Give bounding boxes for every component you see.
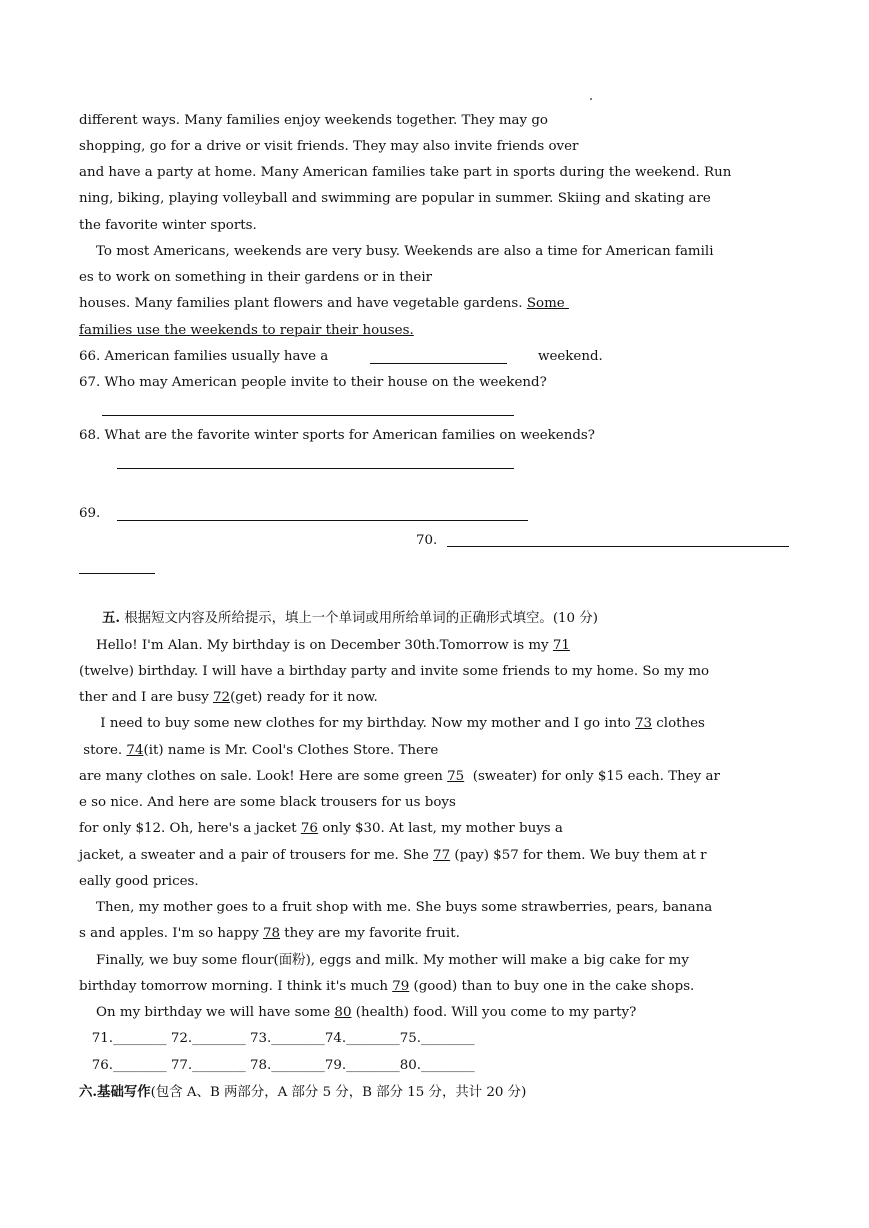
blank-73[interactable]: 73 (634, 716, 653, 731)
blank-75[interactable]: 75 (447, 769, 465, 784)
cloze-text: s and apples. I'm so happy (79, 926, 263, 941)
cloze-text: store. (79, 743, 127, 758)
section-6-heading (79, 1084, 526, 1101)
cloze-text: clothes (652, 716, 705, 731)
cloze-line (79, 1005, 636, 1021)
cloze-text: only $30. At last, my mother buys a (317, 821, 563, 836)
passage-line (79, 296, 569, 312)
question-68: 68. What are the favorite winter sports for American families on weekends? (79, 428, 595, 443)
cloze-text: On my birthday we will have some (79, 1005, 335, 1020)
cloze-line (79, 743, 438, 759)
cloze-text: for only $12. Oh, here's a jacket (79, 821, 301, 836)
cloze-text: (good) than to buy one in the cake shops. (409, 979, 695, 994)
section-6-note: (包含 A、B 两部分，A 部分 5 分，B 部分 15 分，共计 20 分) (150, 1085, 527, 1100)
cloze-text: (it) name is Mr. Cool's Clothes Store. There (143, 743, 439, 758)
cloze-line (79, 848, 707, 864)
question-70: 70. (416, 533, 438, 548)
answer-row-71-75[interactable]: 71.________ 72.________ 73.________74.________75.________ (79, 1031, 475, 1046)
question-67: 67. Who may American people invite to their house on the weekend? (79, 375, 547, 390)
stray-dot (590, 98, 592, 100)
cloze-line (79, 769, 720, 785)
answer-blank-70-cont[interactable] (79, 573, 155, 574)
cloze-line (79, 926, 460, 942)
cloze-line (79, 716, 705, 732)
cloze-text: I need to buy some new clothes for my birthday. Now my mother and I go into (79, 716, 635, 731)
cloze-line (79, 979, 694, 995)
cloze-line (79, 638, 570, 654)
cloze-text: birthday tomorrow morning. I think it's much (79, 979, 393, 994)
cloze-line: Then, my mother goes to a fruit shop with me. She buys some strawberries, pears, banana (79, 900, 713, 915)
question-69: 69. (79, 506, 101, 521)
cloze-text: ther and I are busy (79, 690, 214, 705)
passage-line: es to work on something in their gardens or in their (79, 270, 433, 285)
section-5-number: 五. (102, 610, 121, 626)
question-66-suffix: weekend. (538, 349, 603, 364)
cloze-text: jacket, a sweater and a pair of trousers for me. She (79, 848, 434, 863)
cloze-line: (twelve) birthday. I will have a birthday party and invite some friends to my home. So my mo (79, 664, 710, 679)
cloze-line: e so nice. And here are some black trousers for us boys (79, 795, 456, 810)
blank-71[interactable]: 71 (552, 638, 570, 653)
answer-blank-68[interactable] (117, 468, 514, 469)
underlined-sentence: families use the weekends to repair their houses. (79, 323, 414, 338)
blank-74[interactable]: 74 (126, 743, 144, 758)
blank-80[interactable]: 80 (334, 1005, 352, 1020)
section-6-title: 六.基础写作 (79, 1084, 151, 1100)
blank-77[interactable]: 77 (433, 848, 451, 863)
section-5-heading (102, 610, 598, 627)
cloze-line: Finally, we buy some flour(面粉), eggs and milk. My mother will make a big cake for my (79, 953, 689, 968)
cloze-line (79, 821, 563, 837)
cloze-text: (health) food. Will you come to my party? (351, 1005, 637, 1020)
blank-76[interactable]: 76 (300, 821, 318, 836)
passage-line: different ways. Many families enjoy weekends together. They may go (79, 113, 548, 128)
passage-line: To most Americans, weekends are very busy. Weekends are also a time for American famili (79, 244, 714, 259)
passage-line: shopping, go for a drive or visit friends. They may also invite friends over (79, 139, 579, 154)
passage-line: ning, biking, playing volleyball and swimming are popular in summer. Skiing and skating are (79, 191, 711, 206)
passage-line: and have a party at home. Many American families take part in sports during the weekend. Run (79, 165, 732, 180)
cloze-text: Hello! I'm Alan. My birthday is on December 30th.Tomorrow is my (79, 638, 553, 653)
question-66: 66. American families usually have a (79, 349, 329, 364)
cloze-text: (pay) $57 for them. We buy them at r (450, 848, 707, 863)
underlined-sentence-part: Some (526, 296, 569, 311)
answer-blank-67[interactable] (102, 415, 514, 416)
cloze-text: are many clothes on sale. Look! Here are some green (79, 769, 448, 784)
answer-blank-70[interactable] (447, 546, 789, 547)
blank-78[interactable]: 78 (262, 926, 281, 941)
blank-72[interactable]: 72 (213, 690, 231, 705)
answer-blank-69[interactable] (117, 520, 528, 521)
passage-text: houses. Many families plant flowers and have vegetable gardens. (79, 296, 527, 311)
section-5-title: 根据短文内容及所给提示，填上一个单词或用所给单词的正确形式填空。(10 分) (120, 611, 598, 626)
cloze-text: they are my favorite fruit. (280, 926, 460, 941)
blank-79[interactable]: 79 (392, 979, 410, 994)
answer-row-76-80[interactable]: 76.________ 77.________ 78.________79.________80.________ (79, 1058, 475, 1073)
cloze-text: (sweater) for only $15 each. They ar (464, 769, 720, 784)
cloze-text: (get) ready for it now. (230, 690, 378, 705)
passage-line: the favorite winter sports. (79, 218, 257, 233)
cloze-line (79, 690, 378, 706)
answer-blank-66[interactable] (370, 363, 507, 364)
cloze-line: eally good prices. (79, 874, 199, 889)
